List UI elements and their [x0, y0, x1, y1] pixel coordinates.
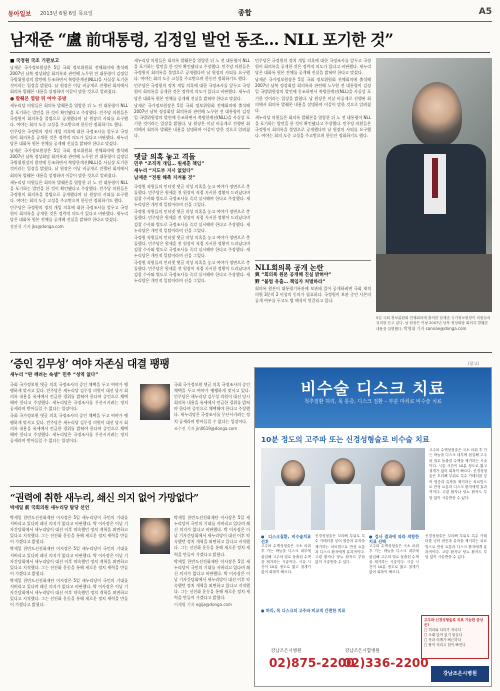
news-photo	[376, 58, 492, 312]
ad-phone-left[interactable]: 02)875-2200	[269, 656, 355, 670]
article-main-column	[10, 58, 128, 348]
opinion2-portrait	[140, 518, 170, 554]
side-box-comment	[134, 148, 250, 348]
box-body-top: 민주당은 국정원의 정치 개입 의혹에 대한 국정조사를 앞두고 국정원이 회의록을 공개한 것은 정략적 의도가 있다고 비판했다. 새누리당은 대화록 원본 전체를 공개해 진실을 밝혀야 한다고 맞섰다. 남재준 국가정보원장은 5일 국회 정보위원회 전체회의에 출석해 2007년 남북 정상회담 회의록과 관련해 노무현 전 대통령이 김정일 국방위원장의 발언에 동조하면서 북방한계선(NLL)을 사실상 포기한 것이라는 입장을 밝혔다. 남 원장은 이날 비공개로 진행된 회의에서 회의록 발췌본 내용을 설명하며 이같이 말한 것으로 알려졌다. 새누리당 의원들은 회의록 발췌본을 열람한 뒤 노 전 대통령이 NLL을 포기하는 발언을 한 것이 확인됐다고 주장했다. 민주당 의원들은 국정원이 회의록을 불법으로 공개했다며 남 원장의 사퇴를 요구했다. 여야는 회의 도중 고성을 주고받으며 한동안 정회하기도 했다.	[255, 58, 371, 139]
ad-title: 비수술 디스크 치료	[300, 379, 446, 398]
article-byline: 장관석 기자 jks@donga.com	[10, 224, 64, 230]
box-body: 회의록 원본이 대통령기록관에 보관돼 있어 공개하려면 국회 재적의원 3분의 2 이상의 동의가 필요하다. 국정원이 보관 중인 사본의 공개 여부를 두고도 법 해석이 엇갈리고 있다.	[255, 286, 371, 304]
ad-text-col4: 신경성형술은 꼬리뼈 부위로 특수 카테터를 넣어 염증과 유착을 제거하는 치료법으로 만성 요통과 디스크 환자에게 효과적이다. 고령 환자나 당뇨 환자도 부담 없이 시술받을 수 있다.	[425, 534, 487, 560]
article-subhead-red: ● 발췌본 열람 뒤 여야 공방	[10, 97, 67, 103]
hospital-advertisement[interactable]	[254, 367, 492, 687]
ad-subtitle: 척추질환 허리, 목 통증, 디스크 질환 – 부분 마취로 비수술 치료	[304, 399, 442, 405]
ad-text-col1: ● 디스크질환, 비수술치료 선호 고주파 수핵성형술은 국소 마취 후 가는 바늘을 디스크 내부에 삽입해 고주파 열로 돌출된 수핵을 제거하는 시술이다. 시술 시간이 10분 정도로 짧고 절개가 없어 회복이 빠르다.	[261, 534, 311, 575]
article-paragraph: 남재준 국가정보원장은 5일 국회 정보위원회 전체회의에 출석해 2007년 남북 정상회담 회의록과 관련해 노무현 전 대통령이 김정일 국방위원장의 발언에 동조하면서 북방한계선(NLL)을 사실상 포기한 것이라는 입장을 밝혔다. 남 원장은 이날 비공개로 진행된 회의에서 회의록 발췌본 내용을 설명하며 이같이 말한 것으로 알려졌다.	[10, 148, 128, 178]
article-paragraph: 남재준 국가정보원장은 5일 국회 정보위원회 전체회의에 출석해 2007년 남북 정상회담 회의록과 관련해 노무현 전 대통령이 김정일 국방위원장의 발언에 동조하면서 북방한계선(NLL)을 사실상 포기한 것이라는 입장을 밝혔다. 남 원장은 이날 비공개로 진행된 회의에서 회의록 발췌본 내용을 설명하며 이같이 말한 것으로 알려졌다.	[10, 65, 128, 95]
section-divider	[10, 352, 492, 353]
page-header	[8, 6, 492, 22]
opinion1-portrait	[140, 384, 170, 420]
section-label: 종합	[238, 9, 252, 17]
box-line: 민주 “조직적 개입… 원세훈 책임”	[134, 162, 205, 167]
ad-clinic-left: 강남조은시병원	[271, 649, 302, 654]
ad-hospital-logo[interactable]: 강남조은시병원	[431, 666, 489, 682]
page-number: A5	[478, 7, 492, 17]
article-paragraph: 민주당은 국정원의 정치 개입 의혹에 대한 국정조사를 앞두고 국정원이 회의록을 공개한 것은 정략적 의도가 있다고 비판했다. 새누리당은 대화록 원본 전체를 공개해 진실을 밝혀야 한다고 맞섰다.	[10, 204, 128, 223]
opinion1-body: 국회 국가정보원 댓글 의혹 국정조사의 증인 채택을 두고 여야가 팽팽하게 맞서고 있다. 민주당은 새누리당 김무성 의원이 대선 당시 회의록 내용을 유세에서 언급한 경위를 밝혀야 한다며 증인으로 채택해야 한다고 주장했다. 새누리당은 국정조사를 무산시키려는 정치 공세라며 받아들일 수 없다는 입장이다. 국회 국가정보원 댓글 의혹 국정조사의 증인 채택을 두고 여야가 팽팽하게 맞서고 있다. 민주당은 새누리당 김무성 의원이 대선 당시 회의록 내용을 유세에서 언급한 경위를 밝혀야 한다며 증인으로 채택해야 한다고 주장했다. 새누리당은 국정조사를 무산시키려는 정치 공세라며 받아들일 수 없다는 입장이다.	[10, 382, 128, 443]
article-paragraph: 민주당은 국정원의 정치 개입 의혹에 대한 국정조사를 앞두고 국정원이 회의록을 공개한 것은 정략적 의도가 있다고 비판했다. 새누리당은 대화록 원본 전체를 공개해 진실을 밝혀야 한다고 맞섰다.	[134, 83, 250, 101]
ad-text-col2: 신경성형술은 꼬리뼈 부위로 특수 카테터를 넣어 염증과 유착을 제거하는 치료법으로 만성 요통과 디스크 환자에게 효과적이다. 고령 환자나 당뇨 환자도 부담 없이 시술받을 수 있다.	[315, 534, 365, 565]
article-subhead: ■ 국정원 국조 기관보고	[10, 59, 60, 64]
box-line: 野 “불법 유출… 책임자 처벌하라”	[255, 280, 326, 285]
side-box-nll	[255, 58, 371, 348]
article-paragraph: 민주당은 국정원의 정치 개입 의혹에 대한 국정조사를 앞두고 국정원이 회의록을 공개한 것은 정략적 의도가 있다고 비판했다. 새누리당은 대화록 원본 전체를 공개해 진실을 밝혀야 한다고 맞섰다.	[10, 128, 128, 147]
box-line: 與 “회의록 원본 공개해 진실 밝혀야”	[255, 273, 332, 278]
ad-clinic-right: 강남조은시합병원	[345, 649, 380, 654]
ad-doctors-photo	[261, 448, 425, 530]
photo-caption: 5일 국회 정보위원회 전체회의에 출석한 남재준 국가정보원장이 의원들의 질의를 듣고 있다. 남 원장은 이날 2007년 남북 정상회담 회의록 발췌본 내용을 설명했다. 박영대 기자 sannae@donga.com	[376, 316, 491, 331]
opinion1-body-right: 국회 국가정보원 댓글 의혹 국정조사의 증인 채택을 두고 여야가 팽팽하게 맞서고 있다. 민주당은 새누리당 김무성 의원이 대선 당시 회의록 내용을 유세에서 언급한 경위를 밝혀야 한다며 증인으로 채택해야 한다고 주장했다. 새누리당은 국정조사를 무산시키려는 정치 공세라며 받아들일 수 없다는 입장이다. 조수진 기자 jin0619@donga.com	[174, 382, 250, 431]
opinion2-body: 박세일 한반도선진화재단 이사장은 5일 새누리당이 국민의 기대를 저버리고 있다며 쇄신 의지가 없다고 비판했다. 박 이사장은 이날 기자간담회에서 새누리당이 대선 이후 약속했던 정치 개혁을 외면하고 있다고 지적했다. 그는 선진화 운동을 통해 새로운 정치 세력을 만들어 가겠다고 밝혔다. 박세일 한반도선진화재단 이사장은 5일 새누리당이 국민의 기대를 저버리고 있다며 쇄신 의지가 없다고 비판했다. 박 이사장은 이날 기자간담회에서 새누리당이 대선 이후 약속했던 정치 개혁을 외면하고 있다고 지적했다. 그는 선진화 운동을 통해 새로운 정치 세력을 만들어 가겠다고 밝혔다. 박세일 한반도선진화재단 이사장은 5일 새누리당이 국민의 기대를 저버리고 있다며 쇄신 의지가 없다고 비판했다. 박 이사장은 이날 기자간담회에서 새누리당이 대선 이후 약속했던 정치 개혁을 외면하고 있다고 지적했다. 그는 선진화 운동을 통해 새로운 정치 세력을 만들어 가겠다고 밝혔다.	[10, 515, 128, 608]
ad-symptom-checklist: 고주파·신경성형술로 치료 가능한 증상은? □ 허리와 다리가 저리다 □ 오래 앉아 있기 힘들다 □ 목과 어깨가 뻐근하다 □ 팔이 저리고 힘이 빠진다	[421, 615, 489, 659]
headline-divider	[10, 52, 490, 53]
ad-banner	[255, 368, 491, 428]
article-middle-column	[134, 58, 250, 142]
box-body: 국정원 직원들의 인터넷 댓글 작성 의혹을 놓고 여야가 정면으로 충돌했다. 민주당은 원세훈 전 원장이 직접 지시한 정황이 드러났다며 검찰 수사와 별도로 국정조사를 즉각 실시해야 한다고 주장했다. 새누리당은 개인적 일탈이라며 선을 그었다. 국정원 직원들의 인터넷 댓글 작성 의혹을 놓고 여야가 정면으로 충돌했다. 민주당은 원세훈 전 원장이 직접 지시한 정황이 드러났다며 검찰 수사와 별도로 국정조사를 즉각 실시해야 한다고 주장했다. 새누리당은 개인적 일탈이라며 선을 그었다. 국정원 직원들의 인터넷 댓글 작성 의혹을 놓고 여야가 정면으로 충돌했다. 민주당은 원세훈 전 원장이 직접 지시한 정황이 드러났다며 검찰 수사와 별도로 국정조사를 즉각 실시해야 한다고 주장했다. 새누리당은 개인적 일탈이라며 선을 그었다. 국정원 직원들의 인터넷 댓글 작성 의혹을 놓고 여야가 정면으로 충돌했다. 민주당은 원세훈 전 원장이 직접 지시한 정황이 드러났다며 검찰 수사와 별도로 국정조사를 즉각 실시해야 한다고 주장했다. 새누리당은 개인적 일탈이라며 선을 그었다.	[134, 184, 250, 284]
opinion2-body-right: 박세일 한반도선진화재단 이사장은 5일 새누리당이 국민의 기대를 저버리고 있다며 쇄신 의지가 없다고 비판했다. 박 이사장은 이날 기자간담회에서 새누리당이 대선 이후 약속했던 정치 개혁을 외면하고 있다고 지적했다. 그는 선진화 운동을 통해 새로운 정치 세력을 만들어 가겠다고 밝혔다. 박세일 한반도선진화재단 이사장은 5일 새누리당이 국민의 기대를 저버리고 있다며 쇄신 의지가 없다고 비판했다. 박 이사장은 이날 기자간담회에서 새누리당이 대선 이후 약속했던 정치 개혁을 외면하고 있다고 지적했다. 그는 선진화 운동을 통해 새로운 정치 세력을 만들어 가겠다고 밝혔다. 이재명 기자 egija@donga.com	[174, 515, 250, 608]
box-title: NLL회의록 공개 논란	[255, 263, 324, 272]
opinion2-headline: “권력에 취한 새누리, 쇄신 의지 없어 가망없다”	[10, 493, 199, 504]
article-paragraph: 남재준 국가정보원장은 5일 국회 정보위원회 전체회의에 출석해 2007년 남북 정상회담 회의록과 관련해 노무현 전 대통령이 김정일 국방위원장의 발언에 동조하면서 북방한계선(NLL)을 사실상 포기한 것이라는 입장을 밝혔다. 남 원장은 이날 비공개로 진행된 회의에서 회의록 발췌본 내용을 설명하며 이같이 말한 것으로 알려졌다.	[134, 102, 250, 139]
box-title: 댓글 의혹 놓고 격돌	[134, 152, 196, 161]
ad-bullet-2: ● 허리, 목 디스크의 고주파 비교적 간편한 치료	[261, 608, 346, 613]
opinion1-headline: ‘증인 김무성’ 여야 자존심 대결 팽팽	[10, 358, 170, 370]
box-line: 새누리 “지도부 지시 없었다”	[134, 169, 194, 174]
main-headline: 남재준 “盧 前대통령, 김정일 발언 동조… NLL 포기한 것”	[10, 30, 394, 49]
article-paragraph: 새누리당 의원들은 회의록 발췌본을 열람한 뒤 노 전 대통령이 NLL을 포기하는 발언을 한 것이 확인됐다고 주장했다. 민주당 의원들은 국정원이 회의록을 불법으로 공개했다며 남 원장의 사퇴를 요구했다. 여야는 회의 도중 고성을 주고받으며 한동안 정회하기도 했다.	[10, 179, 128, 203]
opinion2-sub: 박세일 前 국회의원 새누리당 탈당 선언	[10, 506, 90, 511]
newspaper-logo: 동아일보	[8, 11, 32, 18]
article-paragraph: 새누리당 의원들은 회의록 발췌본을 열람한 뒤 노 전 대통령이 NLL을 포기하는 발언을 한 것이 확인됐다고 주장했다. 민주당 의원들은 국정원이 회의록을 불법으로 공개했다며 남 원장의 사퇴를 요구했다. 여야는 회의 도중 고성을 주고받으며 한동안 정회하기도 했다.	[10, 103, 128, 127]
ad-text-col3: ● 검사 결과에 따라 적합한 치료 선택 고주파 수핵성형술은 국소 마취 후 가는 바늘을 디스크 내부에 삽입해 고주파 열로 돌출된 수핵을 제거하는 시술이다. 시술 시간이 10분 정도로 짧고 절개가 없어 회복이 빠르다.	[369, 534, 419, 575]
ad-phone-right[interactable]: 02)336-2200	[343, 656, 429, 670]
photo-credit: 박영대 기자 sannae@donga.com	[403, 326, 467, 331]
ad-section-title: 10분 정도의 고주파 또는 신경성형술로 비수술 치료	[261, 435, 430, 444]
issue-date: 2013년 6월 6일 목요일	[40, 11, 93, 17]
opinion1-sub: 새누리 “판 깨려는 속셈” 민주 “성역 없다”	[10, 373, 99, 378]
ad-text-right: 고주파 수핵성형술은 국소 마취 후 가는 바늘을 디스크 내부에 삽입해 고주파 열로 돌출된 수핵을 제거하는 시술이다. 시술 시간이 10분 정도로 짧고 절개가 없어 회복이 빠르다. 신경성형술은 꼬리뼈 부위로 특수 카테터를 넣어 염증과 유착을 제거하는 치료법으로 만성 요통과 디스크 환자에게 효과적이다. 고령 환자나 당뇨 환자도 부담 없이 시술받을 수 있다.	[429, 448, 487, 500]
box-line: 남재준 “전원 해촉 지켜볼 것”	[134, 176, 196, 181]
article-paragraph: 새누리당 의원들은 회의록 발췌본을 열람한 뒤 노 전 대통령이 NLL을 포기하는 발언을 한 것이 확인됐다고 주장했다. 민주당 의원들은 국정원이 회의록을 불법으로 공개했다며 남 원장의 사퇴를 요구했다. 여야는 회의 도중 고성을 주고받으며 한동안 정회하기도 했다.	[134, 58, 250, 82]
section-divider	[10, 486, 250, 487]
ad-tag: (광고)	[468, 361, 479, 366]
